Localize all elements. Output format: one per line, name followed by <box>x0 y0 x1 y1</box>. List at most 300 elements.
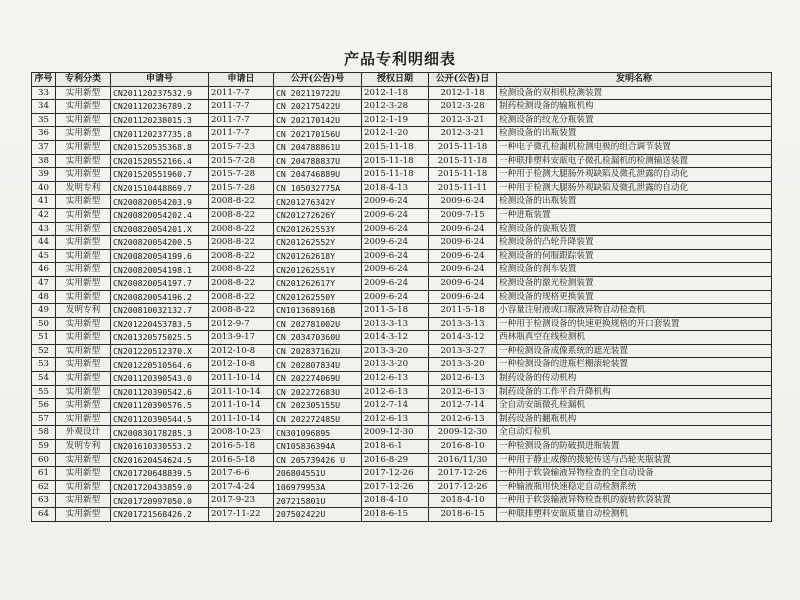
publication-number-cell: CN201272626Y <box>274 208 362 222</box>
patent-type-cell: 发明专利 <box>56 181 111 195</box>
application-date-cell: 2008-8-22 <box>209 304 274 318</box>
invention-name-cell: 检测设备的规格更换装置 <box>497 290 772 304</box>
table-row <box>32 440 772 454</box>
patent-type-cell: 发明专利 <box>56 440 111 454</box>
publication-number-cell: 106979953A <box>274 480 362 494</box>
application-number-cell: CN200810032132.7 <box>111 304 209 318</box>
application-number-cell: CN200820054199.6 <box>111 249 209 263</box>
row-number-cell: 55 <box>32 385 56 399</box>
application-number-cell: CN200820054197.7 <box>111 276 209 290</box>
grant-date-cell: 2018-6-15 <box>362 508 429 522</box>
row-number-cell: 52 <box>32 344 56 358</box>
application-number-cell: CN200820054203.9 <box>111 195 209 209</box>
publication-number-cell: CN201262553Y <box>274 222 362 236</box>
application-number-cell: CN201120237532.9 <box>111 86 209 100</box>
invention-name-cell: 检测设备的凸轮升降装置 <box>497 236 772 250</box>
publication-number-cell: CN201262550Y <box>274 290 362 304</box>
row-number-cell: 50 <box>32 317 56 331</box>
patent-type-cell: 实用新型 <box>56 494 111 508</box>
table-row <box>32 344 772 358</box>
publication-number-cell: CN201276342Y <box>274 195 362 209</box>
publication-date-cell: 2012-7-14 <box>429 399 497 413</box>
application-date-cell: 2011-10-14 <box>209 385 274 399</box>
header-cell: 公开(公告)日 <box>429 73 497 87</box>
application-date-cell: 2011-7-7 <box>209 113 274 127</box>
publication-date-cell: 2013-3-20 <box>429 358 497 372</box>
invention-name-cell: 一种用于检测设备的快速更换规格的开口套装置 <box>497 317 772 331</box>
patent-type-cell: 实用新型 <box>56 86 111 100</box>
row-number-cell: 37 <box>32 140 56 154</box>
table-row <box>32 249 772 263</box>
grant-date-cell: 2009-6-24 <box>362 222 429 236</box>
row-number-cell: 45 <box>32 249 56 263</box>
table-row <box>32 358 772 372</box>
patent-type-cell: 实用新型 <box>56 263 111 277</box>
patent-type-cell: 实用新型 <box>56 508 111 522</box>
row-number-cell: 38 <box>32 154 56 168</box>
publication-date-cell: 2009-6-24 <box>429 195 497 209</box>
application-number-cell: CN200820054198.1 <box>111 263 209 277</box>
header-cell: 公开(公告)号 <box>274 73 362 87</box>
publication-number-cell: CN 202272683U <box>274 385 362 399</box>
publication-number-cell: CN 204746889U <box>274 168 362 182</box>
invention-name-cell: 一种输液瓶用快速稳定自动检测系统 <box>497 480 772 494</box>
publication-date-cell: 2009-6-24 <box>429 236 497 250</box>
patent-table <box>31 72 772 522</box>
publication-date-cell: 2013-3-13 <box>429 317 497 331</box>
patent-type-cell: 实用新型 <box>56 140 111 154</box>
application-number-cell: CN201720648839.5 <box>111 467 209 481</box>
publication-date-cell: 2016-8-10 <box>429 440 497 454</box>
application-date-cell: 2008-8-22 <box>209 208 274 222</box>
grant-date-cell: 2012-7-14 <box>362 399 429 413</box>
application-date-cell: 2011-7-7 <box>209 86 274 100</box>
table-row <box>32 113 772 127</box>
row-number-cell: 39 <box>32 168 56 182</box>
publication-number-cell: CN 202305155U <box>274 399 362 413</box>
grant-date-cell: 2012-3-28 <box>362 100 429 114</box>
publication-number-cell: CN 204788837U <box>274 154 362 168</box>
row-number-cell: 41 <box>32 195 56 209</box>
invention-name-cell: 制药设备的翻瓶机构 <box>497 412 772 426</box>
invention-name-cell: 全自动灯检机 <box>497 426 772 440</box>
invention-name-cell: 检测设备的出瓶装置 <box>497 195 772 209</box>
publication-date-cell: 2018-6-15 <box>429 508 497 522</box>
application-date-cell: 2015-7-28 <box>209 181 274 195</box>
invention-name-cell: 检测设备的刹车装置 <box>497 263 772 277</box>
patent-type-cell: 实用新型 <box>56 358 111 372</box>
patent-type-cell: 实用新型 <box>56 249 111 263</box>
patent-type-cell: 实用新型 <box>56 467 111 481</box>
table-row <box>32 100 772 114</box>
application-date-cell: 2016-5-18 <box>209 453 274 467</box>
publication-date-cell: 2009-7-15 <box>429 208 497 222</box>
table-row <box>32 154 772 168</box>
publication-date-cell: 2015-11-18 <box>429 140 497 154</box>
invention-name-cell: 检测设备的出瓶装置 <box>497 127 772 141</box>
table-row <box>32 276 772 290</box>
grant-date-cell: 2017-12-26 <box>362 467 429 481</box>
grant-date-cell: 2013-3-13 <box>362 317 429 331</box>
publication-number-cell: CN 204788861U <box>274 140 362 154</box>
patent-type-cell: 实用新型 <box>56 208 111 222</box>
grant-date-cell: 2015-11-18 <box>362 154 429 168</box>
application-date-cell: 2017-11-22 <box>209 508 274 522</box>
publication-number-cell: CN 202781002U <box>274 317 362 331</box>
table-row <box>32 412 772 426</box>
application-date-cell: 2012-9-7 <box>209 317 274 331</box>
publication-number-cell: CN105836394A <box>274 440 362 454</box>
application-number-cell: CN201510448869.7 <box>111 181 209 195</box>
invention-name-cell: 全自动安瓿微孔检漏机 <box>497 399 772 413</box>
application-date-cell: 2015-7-28 <box>209 168 274 182</box>
application-date-cell: 2015-7-28 <box>209 154 274 168</box>
row-number-cell: 47 <box>32 276 56 290</box>
application-date-cell: 2008-8-22 <box>209 290 274 304</box>
row-number-cell: 62 <box>32 480 56 494</box>
table-body <box>32 86 772 521</box>
application-date-cell: 2008-8-22 <box>209 276 274 290</box>
table-row <box>32 317 772 331</box>
grant-date-cell: 2012-6-13 <box>362 412 429 426</box>
application-number-cell: CN201120390576.5 <box>111 399 209 413</box>
publication-date-cell: 2012-6-13 <box>429 412 497 426</box>
invention-name-cell: 一种检测设备的防破损进瓶装置 <box>497 440 772 454</box>
publication-number-cell: CN 202272485U <box>274 412 362 426</box>
application-date-cell: 2008-8-22 <box>209 222 274 236</box>
application-date-cell: 2011-10-14 <box>209 399 274 413</box>
invention-name-cell: 一种检测设备成像系统的遮光装置 <box>497 344 772 358</box>
table-row <box>32 86 772 100</box>
publication-date-cell: 2012-3-28 <box>429 100 497 114</box>
publication-number-cell: CN201262617Y <box>274 276 362 290</box>
patent-type-cell: 外观设计 <box>56 426 111 440</box>
patent-type-cell: 实用新型 <box>56 100 111 114</box>
grant-date-cell: 2018-4-10 <box>362 494 429 508</box>
application-number-cell: CN200830178285.3 <box>111 426 209 440</box>
invention-name-cell: 一种联排塑料安瓿电子微孔检漏机的检测输送装置 <box>497 154 772 168</box>
application-number-cell: CN201120237735.8 <box>111 127 209 141</box>
row-number-cell: 48 <box>32 290 56 304</box>
patent-type-cell: 实用新型 <box>56 412 111 426</box>
row-number-cell: 51 <box>32 331 56 345</box>
publication-date-cell: 2015-11-11 <box>429 181 497 195</box>
application-number-cell: CN201620454624.5 <box>111 453 209 467</box>
grant-date-cell: 2012-1-18 <box>362 86 429 100</box>
application-date-cell: 2008-8-22 <box>209 236 274 250</box>
invention-name-cell: 西林瓶真空在线检测机 <box>497 331 772 345</box>
publication-number-cell: 207215801U <box>274 494 362 508</box>
invention-name-cell: 一种用于软袋输液异物检查的全自动设备 <box>497 467 772 481</box>
publication-number-cell: CN 202170142U <box>274 113 362 127</box>
invention-name-cell: 一种检测设备的进瓶栏栅滚轮装置 <box>497 358 772 372</box>
grant-date-cell: 2009-6-24 <box>362 290 429 304</box>
application-date-cell: 2013-9-17 <box>209 331 274 345</box>
application-number-cell: CN201520551960.7 <box>111 168 209 182</box>
patent-type-cell: 实用新型 <box>56 317 111 331</box>
grant-date-cell: 2009-6-24 <box>362 236 429 250</box>
table-row <box>32 494 772 508</box>
application-date-cell: 2016-5-18 <box>209 440 274 454</box>
application-number-cell: CN201120390544.5 <box>111 412 209 426</box>
grant-date-cell: 2015-11-18 <box>362 140 429 154</box>
application-number-cell: CN200820054202.4 <box>111 208 209 222</box>
grant-date-cell: 2009-6-24 <box>362 195 429 209</box>
publication-date-cell: 2014-3-12 <box>429 331 497 345</box>
publication-number-cell: 207502422U <box>274 508 362 522</box>
application-date-cell: 2011-10-14 <box>209 412 274 426</box>
invention-name-cell: 一种联排塑料安瓿质量自动检测机 <box>497 508 772 522</box>
patent-type-cell: 实用新型 <box>56 385 111 399</box>
invention-name-cell: 制药检测设备的输瓶机构 <box>497 100 772 114</box>
invention-name-cell: 检测设备的双相机检测装置 <box>497 86 772 100</box>
publication-date-cell: 2009-6-24 <box>429 222 497 236</box>
row-number-cell: 61 <box>32 467 56 481</box>
publication-number-cell: CN 202807834U <box>274 358 362 372</box>
invention-name-cell: 制药设备的传动机构 <box>497 372 772 386</box>
application-number-cell: CN201721568426.2 <box>111 508 209 522</box>
row-number-cell: 33 <box>32 86 56 100</box>
invention-name-cell: 一种进瓶装置 <box>497 208 772 222</box>
page-title: 产品专利明细表 <box>343 50 456 68</box>
row-number-cell: 42 <box>32 208 56 222</box>
table-row <box>32 453 772 467</box>
grant-date-cell: 2013-3-20 <box>362 344 429 358</box>
application-number-cell: CN200820054196.2 <box>111 290 209 304</box>
row-number-cell: 57 <box>32 412 56 426</box>
publication-date-cell: 2012-1-18 <box>429 86 497 100</box>
publication-date-cell: 2009-6-24 <box>429 263 497 277</box>
invention-name-cell: 检测设备的伺服跟踪装置 <box>497 249 772 263</box>
application-number-cell: CN200820054201.X <box>111 222 209 236</box>
application-date-cell: 2008-10-23 <box>209 426 274 440</box>
invention-name-cell: 一种电子微孔检漏机检测电极的组合调节装置 <box>497 140 772 154</box>
row-number-cell: 44 <box>32 236 56 250</box>
application-number-cell: CN200820054200.5 <box>111 236 209 250</box>
row-number-cell: 53 <box>32 358 56 372</box>
publication-date-cell: 2015-11-18 <box>429 168 497 182</box>
table-row <box>32 426 772 440</box>
publication-date-cell: 2012-3-21 <box>429 113 497 127</box>
patent-type-cell: 实用新型 <box>56 168 111 182</box>
grant-date-cell: 2009-6-24 <box>362 249 429 263</box>
application-number-cell: CN201720433859.0 <box>111 480 209 494</box>
application-number-cell: CN201220510564.6 <box>111 358 209 372</box>
publication-date-cell: 2011-5-18 <box>429 304 497 318</box>
application-number-cell: CN201120390542.6 <box>111 385 209 399</box>
table-row <box>32 399 772 413</box>
patent-type-cell: 实用新型 <box>56 236 111 250</box>
application-number-cell: CN201120390543.0 <box>111 372 209 386</box>
table-row <box>32 372 772 386</box>
row-number-cell: 40 <box>32 181 56 195</box>
publication-date-cell: 2018-4-10 <box>429 494 497 508</box>
header-cell: 授权日期 <box>362 73 429 87</box>
row-number-cell: 36 <box>32 127 56 141</box>
publication-date-cell: 2017-12-26 <box>429 480 497 494</box>
table-row <box>32 208 772 222</box>
grant-date-cell: 2015-11-18 <box>362 168 429 182</box>
patent-type-cell: 实用新型 <box>56 154 111 168</box>
publication-number-cell: CN 203470360U <box>274 331 362 345</box>
table-row <box>32 168 772 182</box>
application-date-cell: 2012-10-8 <box>209 358 274 372</box>
grant-date-cell: 2012-1-20 <box>362 127 429 141</box>
grant-date-cell: 2012-1-19 <box>362 113 429 127</box>
row-number-cell: 54 <box>32 372 56 386</box>
table-row <box>32 236 772 250</box>
publication-date-cell: 2016/11/30 <box>429 453 497 467</box>
publication-date-cell: 2012-6-13 <box>429 385 497 399</box>
publication-number-cell: CN 202119722U <box>274 86 362 100</box>
patent-type-cell: 实用新型 <box>56 372 111 386</box>
publication-date-cell: 2013-3-27 <box>429 344 497 358</box>
publication-number-cell: 206804551U <box>274 467 362 481</box>
application-date-cell: 2017-9-23 <box>209 494 274 508</box>
grant-date-cell: 2012-6-13 <box>362 385 429 399</box>
patent-type-cell: 实用新型 <box>56 344 111 358</box>
publication-date-cell: 2015-11-18 <box>429 154 497 168</box>
application-date-cell: 2015-7-23 <box>209 140 274 154</box>
publication-number-cell: CN301096895 <box>274 426 362 440</box>
row-number-cell: 58 <box>32 426 56 440</box>
application-date-cell: 2011-7-7 <box>209 100 274 114</box>
publication-number-cell: CN 202837162U <box>274 344 362 358</box>
application-date-cell: 2017-4-24 <box>209 480 274 494</box>
table-row <box>32 195 772 209</box>
header-cell: 申请日 <box>209 73 274 87</box>
table-row <box>32 222 772 236</box>
patent-type-cell: 实用新型 <box>56 331 111 345</box>
row-number-cell: 46 <box>32 263 56 277</box>
invention-name-cell: 制药设备的工作平台升降机构 <box>497 385 772 399</box>
publication-number-cell: CN 105032775A <box>274 181 362 195</box>
patent-type-cell: 实用新型 <box>56 480 111 494</box>
application-number-cell: CN201120236789.2 <box>111 100 209 114</box>
table-row <box>32 480 772 494</box>
patent-type-cell: 实用新型 <box>56 290 111 304</box>
header-cell: 申请号 <box>111 73 209 87</box>
row-number-cell: 43 <box>32 222 56 236</box>
publication-date-cell: 2009-12-30 <box>429 426 497 440</box>
patent-type-cell: 发明专利 <box>56 304 111 318</box>
grant-date-cell: 2013-3-20 <box>362 358 429 372</box>
application-date-cell: 2011-7-7 <box>209 127 274 141</box>
grant-date-cell: 2009-6-24 <box>362 208 429 222</box>
table-row <box>32 304 772 318</box>
application-number-cell: CN201520552166.4 <box>111 154 209 168</box>
application-date-cell: 2017-6-6 <box>209 467 274 481</box>
publication-date-cell: 2009-6-24 <box>429 276 497 290</box>
row-number-cell: 60 <box>32 453 56 467</box>
table-row <box>32 508 772 522</box>
application-number-cell: CN201610330553.2 <box>111 440 209 454</box>
publication-date-cell: 2012-3-21 <box>429 127 497 141</box>
table-row <box>32 331 772 345</box>
header-cell: 发明名称 <box>497 73 772 87</box>
application-number-cell: CN201220512370.X <box>111 344 209 358</box>
grant-date-cell: 2018-6-1 <box>362 440 429 454</box>
row-number-cell: 64 <box>32 508 56 522</box>
publication-number-cell: CN 205739426 U <box>274 453 362 467</box>
publication-number-cell: CN101368916B <box>274 304 362 318</box>
row-number-cell: 49 <box>32 304 56 318</box>
patent-type-cell: 实用新型 <box>56 276 111 290</box>
application-date-cell: 2012-10-8 <box>209 344 274 358</box>
publication-number-cell: CN201262551Y <box>274 263 362 277</box>
grant-date-cell: 2009-6-24 <box>362 276 429 290</box>
grant-date-cell: 2017-12-26 <box>362 480 429 494</box>
row-number-cell: 34 <box>32 100 56 114</box>
table-row <box>32 140 772 154</box>
patent-type-cell: 实用新型 <box>56 127 111 141</box>
table-row <box>32 290 772 304</box>
table-row <box>32 263 772 277</box>
invention-name-cell: 检测设备的旋瓶装置 <box>497 222 772 236</box>
application-number-cell: CN201120238015.3 <box>111 113 209 127</box>
application-number-cell: CN201220453783.5 <box>111 317 209 331</box>
publication-number-cell: CN201262618Y <box>274 249 362 263</box>
application-number-cell: CN201720997050.0 <box>111 494 209 508</box>
publication-date-cell: 2009-6-24 <box>429 290 497 304</box>
invention-name-cell: 检测设备的激光检测装置 <box>497 276 772 290</box>
invention-name-cell: 小容量注射液或口服液异物自动检查机 <box>497 304 772 318</box>
invention-name-cell: 检测设备的绞龙分瓶装置 <box>497 113 772 127</box>
grant-date-cell: 2009-6-24 <box>362 263 429 277</box>
grant-date-cell: 2011-5-18 <box>362 304 429 318</box>
table-row <box>32 127 772 141</box>
header-cell: 专利分类 <box>56 73 111 87</box>
publication-number-cell: CN 202175422U <box>274 100 362 114</box>
patent-type-cell: 实用新型 <box>56 453 111 467</box>
table-row <box>32 385 772 399</box>
publication-number-cell: CN201262552Y <box>274 236 362 250</box>
publication-number-cell: CN 202170156U <box>274 127 362 141</box>
patent-type-cell: 实用新型 <box>56 399 111 413</box>
application-number-cell: CN201520535368.8 <box>111 140 209 154</box>
application-number-cell: CN201320575025.5 <box>111 331 209 345</box>
application-date-cell: 2008-8-22 <box>209 195 274 209</box>
publication-number-cell: CN 202274069U <box>274 372 362 386</box>
grant-date-cell: 2018-4-13 <box>362 181 429 195</box>
publication-date-cell: 2009-6-24 <box>429 249 497 263</box>
table-row <box>32 181 772 195</box>
invention-name-cell: 一种用于检测大腿肠外观缺陷及微孔泄露的自动化 <box>497 168 772 182</box>
row-number-cell: 35 <box>32 113 56 127</box>
table-header-row <box>32 73 772 87</box>
table-row <box>32 467 772 481</box>
invention-name-cell: 一种用于检测大腿肠外观缺陷及微孔泄露的自动化 <box>497 181 772 195</box>
application-date-cell: 2011-10-14 <box>209 372 274 386</box>
publication-date-cell: 2012-6-13 <box>429 372 497 386</box>
invention-name-cell: 一种用于静止成像的拨轮传送与凸轮夹瓶装置 <box>497 453 772 467</box>
publication-date-cell: 2017-12-26 <box>429 467 497 481</box>
invention-name-cell: 一种用于软袋输液异物检查机的旋转软袋装置 <box>497 494 772 508</box>
application-date-cell: 2008-8-22 <box>209 249 274 263</box>
row-number-cell: 56 <box>32 399 56 413</box>
grant-date-cell: 2016-8-29 <box>362 453 429 467</box>
application-date-cell: 2008-8-22 <box>209 263 274 277</box>
row-number-cell: 59 <box>32 440 56 454</box>
patent-type-cell: 实用新型 <box>56 195 111 209</box>
patent-type-cell: 实用新型 <box>56 113 111 127</box>
grant-date-cell: 2009-12-30 <box>362 426 429 440</box>
grant-date-cell: 2012-6-13 <box>362 372 429 386</box>
patent-type-cell: 实用新型 <box>56 222 111 236</box>
row-number-cell: 63 <box>32 494 56 508</box>
grant-date-cell: 2014-3-12 <box>362 331 429 345</box>
header-cell: 序号 <box>32 73 56 87</box>
